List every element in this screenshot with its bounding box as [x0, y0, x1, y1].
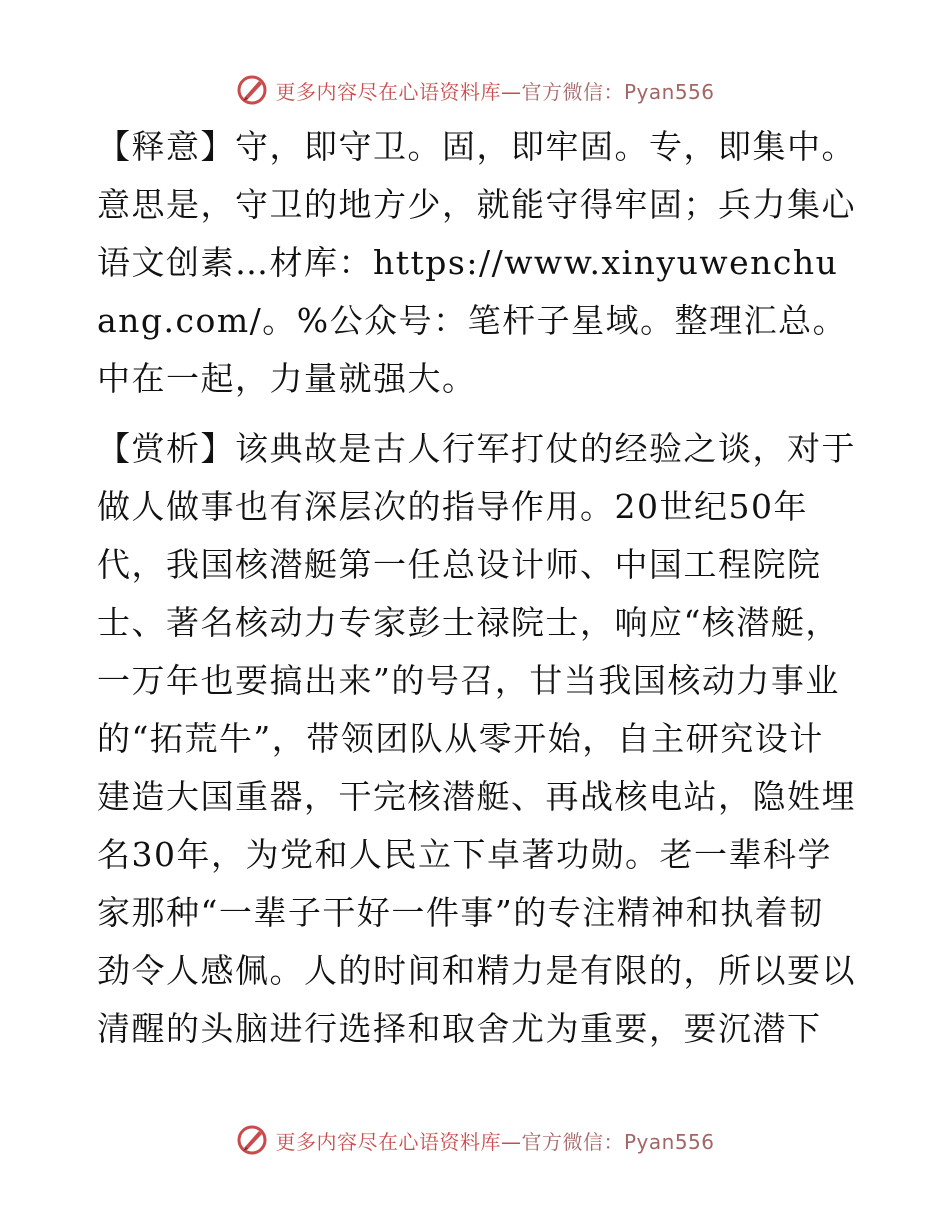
banner-slogan: 更多内容尽在心语资料库—	[275, 79, 522, 104]
document-body	[97, 118, 857, 1058]
brand-logo-icon	[235, 1123, 269, 1157]
header-watermark-text	[275, 76, 714, 105]
banner-wechat-label: 官方微信：	[521, 79, 624, 104]
paragraph-text: 守，即守卫。固，即牢固。专，即集中。意思是，守卫的地方少，就能守得牢固；兵力集心语文创素…材库：https://www.xinyuwenchuang.com/。%公众号：笔杆子星域。整理汇总。中在一起，力量就强大。	[97, 127, 856, 398]
footer-watermark-banner	[0, 1120, 950, 1160]
footer-watermark-text	[275, 1126, 714, 1155]
banner-slogan: 更多内容尽在心语资料库—	[275, 1129, 522, 1154]
banner-wechat-label: 官方微信：	[521, 1129, 624, 1154]
paragraph-appreciation	[97, 420, 857, 1058]
paragraph-interpretation	[97, 118, 857, 408]
paragraph-text: 该典故是古人行军打仗的经验之谈，对于做人做事也有深层次的指导作用。20世纪50年代，我国核潜艇第一任总设计师、中国工程院院士、著名核动力专家彭士禄院士，响应“核潜艇，一万年也要搞出来”的号召，甘当我国核动力事业的“拓荒牛”，带领团队从零开始，自主研究设计建造大国重器，干完核潜艇、再战核电站，隐姓埋名30年，为党和人民立下卓著功勋。老一辈科学家那种“一辈子干好一件事”的专注精神和执着韧劲令人感佩。人的时间和精力是有限的，所以要以清醒的头脑进行选择和取舍尤为重要，要沉潜下	[97, 429, 856, 1048]
paragraph-heading: 【释意】	[97, 127, 235, 166]
brand-logo-icon	[235, 73, 269, 107]
paragraph-heading: 【赏析】	[97, 429, 235, 468]
header-watermark-banner	[0, 70, 950, 110]
banner-wechat-id: Pyan556	[623, 1129, 715, 1154]
banner-wechat-id: Pyan556	[623, 79, 715, 104]
